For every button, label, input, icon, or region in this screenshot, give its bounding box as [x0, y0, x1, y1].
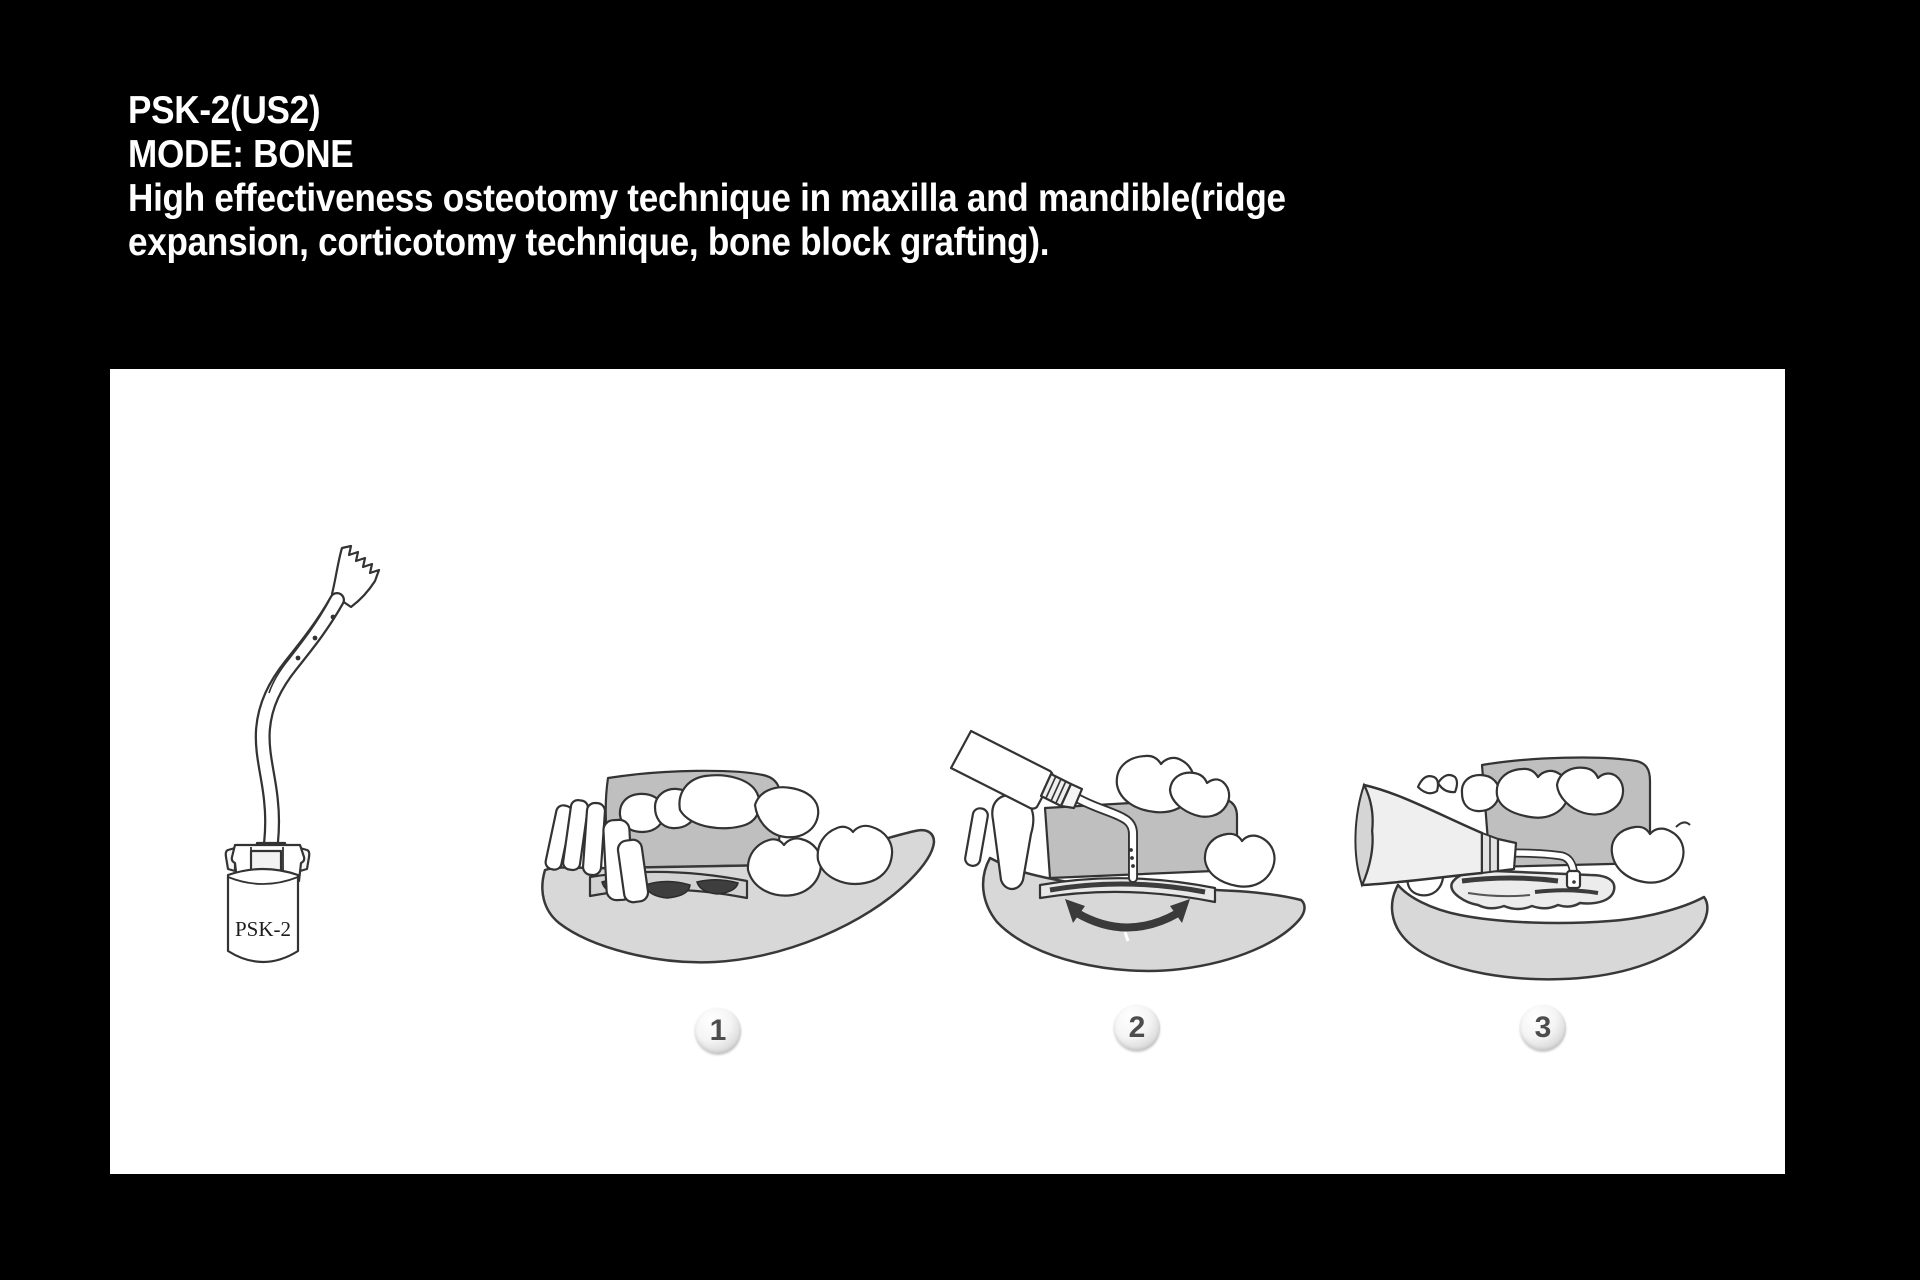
- product-mode: MODE: BONE: [128, 133, 354, 176]
- tip-base-cylinder: [228, 869, 298, 962]
- step-1-badge: [695, 1008, 741, 1054]
- product-title: PSK-2(US2): [128, 89, 321, 132]
- product-header: [128, 89, 1286, 265]
- step-2-badge: [1114, 1005, 1160, 1051]
- tip-base-label: PSK-2: [234, 917, 292, 941]
- step-3-illustration: [1340, 735, 1745, 1015]
- psk2-tip-drawing: [225, 545, 390, 990]
- widened-cut: [1451, 871, 1614, 910]
- step-1-number: 1: [709, 1014, 727, 1047]
- step-3-number: 3: [1534, 1011, 1552, 1044]
- illustration-panel: [110, 369, 1785, 1174]
- step-2-number: 2: [1128, 1011, 1146, 1044]
- step-1-illustration: [535, 765, 965, 1005]
- right-molar: [1205, 834, 1275, 887]
- step-2-illustration: [965, 730, 1330, 1015]
- tip-shaft: [263, 600, 337, 843]
- product-description-line-2: expansion, corticotomy technique, bone block grafting).: [128, 221, 1050, 264]
- upper-teeth-row: [1418, 768, 1623, 818]
- step-3-badge: [1520, 1005, 1566, 1051]
- product-description-line-1: High effectiveness osteotomy technique in maxilla and mandible(ridge: [128, 177, 1286, 220]
